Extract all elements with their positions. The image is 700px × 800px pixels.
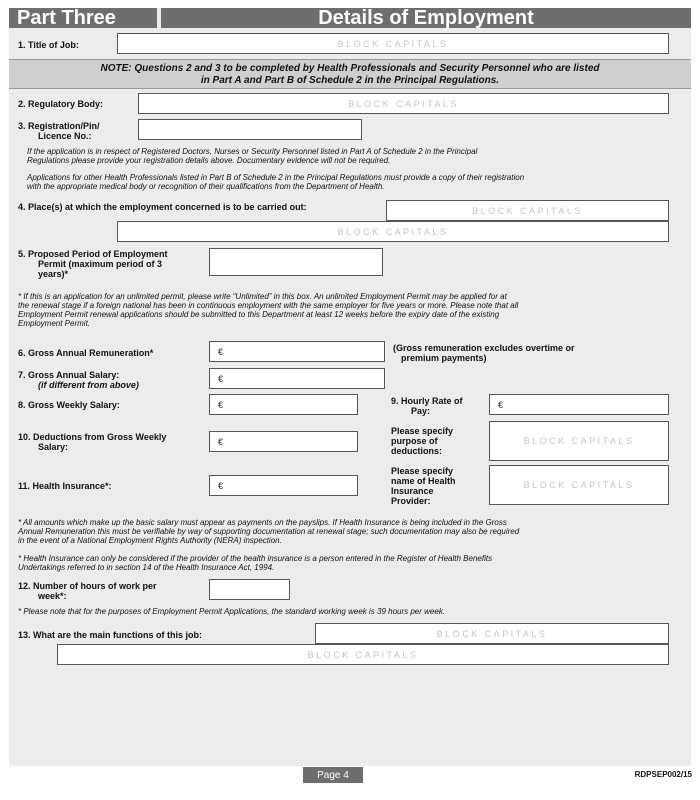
q11-side-label — [391, 466, 456, 506]
q3-label-line-1: 3. Registration/Pin/ — [18, 121, 100, 131]
q9-label-line-2: Pay: — [411, 406, 431, 416]
note-band — [9, 59, 691, 89]
page-number: Page 4 — [303, 767, 363, 783]
q5-label-line-3: years)* — [38, 269, 69, 279]
hourly-rate-field[interactable]: € — [489, 394, 669, 415]
job-functions-field-1[interactable]: BLOCK CAPITALS — [315, 623, 669, 644]
q7-label-line-1: 7. Gross Annual Salary: — [18, 370, 120, 380]
permit-period-field[interactable] — [209, 248, 383, 276]
q8-label: 8. Gross Weekly Salary: — [18, 400, 120, 410]
registration-number-field[interactable] — [138, 119, 362, 140]
q11-label: 11. Health Insurance*: — [18, 481, 112, 491]
regulatory-body-field[interactable]: BLOCK CAPITALS — [138, 93, 669, 114]
q9-label-line-1: 9. Hourly Rate of — [391, 396, 463, 406]
q12-label-line-2: week*: — [38, 591, 67, 601]
amounts-note-line-1: * All amounts which make up the basic salary must appear as payments on the payslips. If Health Insurance is being included in the Gross — [18, 518, 507, 527]
q5-note — [18, 292, 518, 328]
q5-label-line-1: 5. Proposed Period of Employment — [18, 249, 168, 259]
employment-place-field-2[interactable]: BLOCK CAPITALS — [117, 221, 669, 242]
note-line-1: NOTE: Questions 2 and 3 to be completed by Health Professionals and Security Personnel who are listed — [100, 63, 600, 74]
note-line-2: in Part A and Part B of Schedule 2 in the Principal Regulations. — [200, 75, 500, 86]
deductions-field[interactable]: € — [209, 431, 358, 452]
q5-label — [18, 249, 168, 279]
q5-note-line-2: the renewal stage if a foreign national has been in continuous employment with the same employer for five years or more. Please note that all — [18, 301, 519, 310]
q3-info-2-line-a: Applications for other Health Professionals listed in Part B of Schedule 2 in the Principal Regulations must provide a copy of their registration — [27, 173, 525, 182]
amounts-note — [18, 518, 519, 545]
q12-label-line-1: 12. Number of hours of work per — [18, 581, 157, 591]
q10-side-label-line-3: deductions: — [391, 446, 442, 456]
job-title-field[interactable]: BLOCK CAPITALS — [117, 33, 669, 54]
form-reference: RDPSEP002/15 — [634, 770, 692, 779]
q6-label: 6. Gross Annual Remuneration* — [18, 348, 154, 358]
q5-note-line-1: * If this is an application for an unlimited permit, please write “Unlimited” in this box. An unlimited Employment Permit may be applied for at — [18, 292, 507, 301]
q3-info-2 — [27, 173, 524, 191]
q11-side-label-line-1: Please specify — [391, 466, 454, 476]
gross-annual-salary-field[interactable]: € — [209, 368, 385, 389]
health-insurance-note-line-1: * Health Insurance can only be considered if the provider of the health insurance is a person entered in the Register of Health Benefits — [18, 554, 493, 563]
q6-side-note-line-2: premium payments) — [401, 353, 487, 363]
health-insurance-field[interactable]: € — [209, 475, 358, 496]
q6-side-note-line-1: (Gross remuneration excludes overtime or — [393, 343, 575, 353]
q4-label: 4. Place(s) at which the employment concerned is to be carried out: — [18, 202, 307, 212]
q6-side-note — [393, 343, 575, 363]
hours-per-week-field[interactable] — [209, 579, 290, 600]
q13-label: 13. What are the main functions of this job: — [18, 630, 203, 640]
employment-place-field-1[interactable]: BLOCK CAPITALS — [386, 200, 669, 221]
job-functions-field-2[interactable]: BLOCK CAPITALS — [57, 644, 669, 665]
q7-label — [18, 370, 139, 390]
q12-label — [18, 581, 157, 601]
health-insurance-note-line-2: Undertakings referred to in section 14 of the Health Insurance Act, 1994. — [18, 563, 275, 572]
gross-annual-remuneration-field[interactable]: € — [209, 341, 385, 362]
deductions-purpose-field[interactable]: BLOCK CAPITALS — [489, 421, 669, 461]
q7-label-line-2: (if different from above) — [38, 380, 139, 390]
q10-label-line-1: 10. Deductions from Gross Weekly — [18, 432, 167, 442]
q3-label-line-2: Licence No.: — [38, 131, 92, 141]
q11-side-label-line-2: name of Health — [391, 476, 456, 486]
q3-info-1-line-a: If the application is in respect of Registered Doctors, Nurses or Security Personnel listed in Part A of Schedule 2 in the Principal — [27, 147, 478, 156]
q10-label-line-2: Salary: — [38, 442, 69, 452]
q11-side-label-line-4: Provider: — [391, 496, 431, 506]
q10-side-label-line-2: purpose of — [391, 436, 438, 446]
q12-note: * Please note that for the purposes of Employment Permit Applications, the standard working week is 39 hours per week. — [18, 607, 446, 616]
part-heading: Part Three — [9, 8, 157, 28]
amounts-note-line-3: in the event of a National Employment Rights Authority (NERA) inspection. — [18, 536, 282, 545]
section-title: Details of Employment — [161, 8, 691, 28]
q3-info-1 — [27, 147, 477, 165]
amounts-note-line-2: Annual Remuneration this must be verifiable by way of supporting documentation at renewal stage; such documentation may also be required — [18, 527, 520, 536]
q1-label: 1. Title of Job: — [18, 40, 79, 50]
q10-side-label-line-1: Please specify — [391, 426, 454, 436]
q3-info-2-line-b: with the appropriate medical body or recognition of their qualifications from the Department of Health. — [27, 182, 385, 191]
insurance-provider-field[interactable]: BLOCK CAPITALS — [489, 465, 669, 505]
q3-label — [18, 121, 100, 141]
health-insurance-note — [18, 554, 492, 572]
q5-label-line-2: Permit (maximum period of 3 — [38, 259, 163, 269]
q3-info-1-line-b: Regulations please provide your registration details above. Documentary evidence will not be required. — [27, 156, 391, 165]
q10-label — [18, 432, 166, 452]
q5-note-line-3: Employment Permit renewal applications should be submitted to this Department at least 12 weeks before the expiry date of the existing — [18, 310, 500, 319]
gross-weekly-salary-field[interactable]: € — [209, 394, 358, 415]
q5-note-line-4: Employment Permit. — [18, 319, 91, 328]
q10-side-label — [391, 426, 453, 456]
q11-side-label-line-3: Insurance — [391, 486, 434, 496]
q9-label — [391, 396, 463, 416]
q2-label: 2. Regulatory Body: — [18, 99, 104, 109]
